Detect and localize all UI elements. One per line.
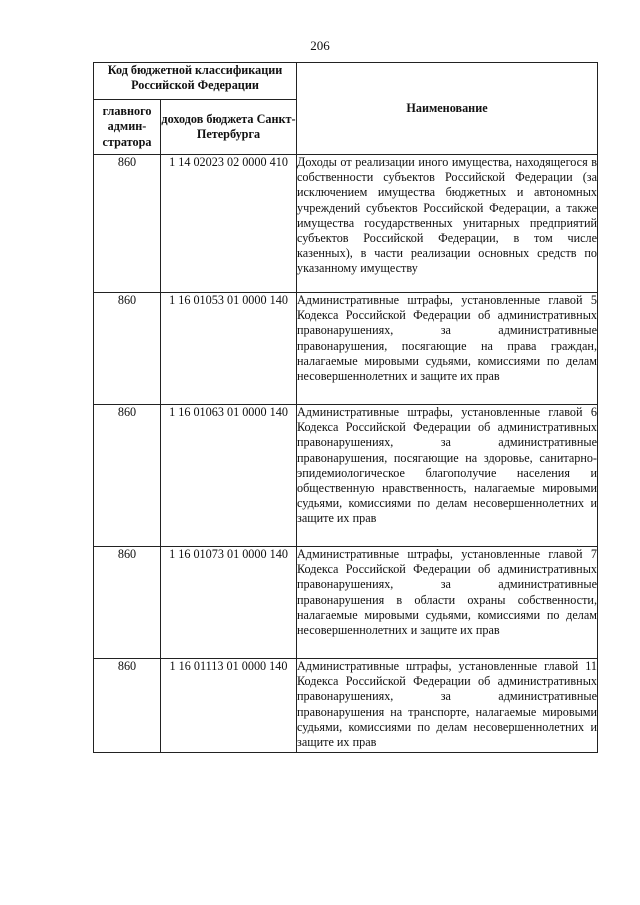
table-row xyxy=(94,293,598,405)
name-cell xyxy=(297,547,598,659)
name-text: Доходы от реализации иного имущества, находящегося в собственности субъектов Российской Федерации (за исключением имущества бюджетных и автономных учреждений субъектов Российской Федерации, а также имущества государственных унитарных предприятий субъектов Российской Федерации, в том числе казенных), в части реализации основных средств по указанному имуществу xyxy=(297,155,597,276)
admin-code-cell: 860 xyxy=(94,155,161,293)
admin-code-cell: 860 xyxy=(94,293,161,405)
name-cell xyxy=(297,659,598,753)
table-row xyxy=(94,659,598,753)
income-code-cell: 1 16 01113 01 0000 140 xyxy=(161,659,297,753)
admin-code-cell: 860 xyxy=(94,659,161,753)
header-code: доходов бюджета Санкт-Петербурга xyxy=(161,100,297,155)
income-code-cell: 1 16 01053 01 0000 140 xyxy=(161,293,297,405)
admin-code-cell: 860 xyxy=(94,405,161,547)
name-cell xyxy=(297,155,598,293)
name-text: Административные штрафы, установленные главой 7 Кодекса Российской Федерации об административных правонарушениях, за административные правонарушения в области охраны собственности, налагаемые мировыми судьями, комиссиями по делам несовершеннолетних и защите их прав xyxy=(297,547,597,638)
header-name: Наименование xyxy=(297,63,598,155)
admin-code-cell: 860 xyxy=(94,547,161,659)
budget-classification-table xyxy=(93,62,598,753)
income-code-cell: 1 14 02023 02 0000 410 xyxy=(161,155,297,293)
table-row xyxy=(94,405,598,547)
header-admin: главного админ-стратора xyxy=(94,100,161,155)
income-code-cell: 1 16 01073 01 0000 140 xyxy=(161,547,297,659)
name-text: Административные штрафы, установленные главой 5 Кодекса Российской Федерации об административных правонарушениях, за административные правонарушения, посягающие на права граждан, налагаемые мировыми судьями, комиссиями по делам несовершеннолетних и защите их прав xyxy=(297,293,597,384)
table-row xyxy=(94,155,598,293)
table-row xyxy=(94,547,598,659)
page-number: 206 xyxy=(310,38,330,53)
name-cell xyxy=(297,405,598,547)
name-text: Административные штрафы, установленные главой 6 Кодекса Российской Федерации об административных правонарушениях, за административные правонарушения, посягающие на здоровье, санитарно-эпидемиологическое благополучие населения и общественную нравственность, налагаемые мировыми судьями, комиссиями по делам несовершеннолетних и защите их прав xyxy=(297,405,597,526)
name-text: Административные штрафы, установленные главой 11 Кодекса Российской Федерации об административных правонарушениях, за административные правонарушения на транспорте, налагаемые мировыми судьями, комиссиями по делам несовершеннолетних и защите их прав xyxy=(297,659,597,750)
header-code-group: Код бюджетной классификации Российской Федерации xyxy=(94,63,297,100)
name-cell xyxy=(297,293,598,405)
income-code-cell: 1 16 01063 01 0000 140 xyxy=(161,405,297,547)
